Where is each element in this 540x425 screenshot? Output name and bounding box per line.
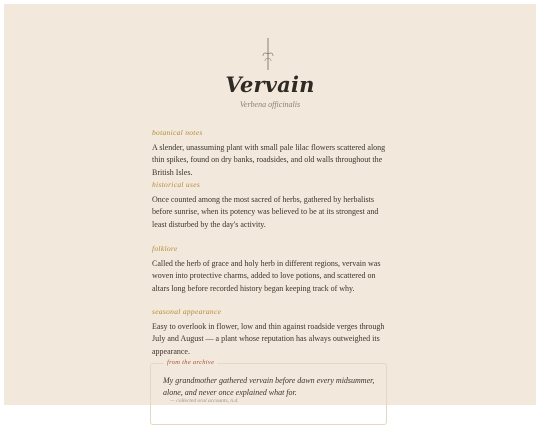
section-text: Easy to overlook in flower, low and thin against roadside verges through July and August — a plant whose reputation has always outweighed its appearance.	[152, 322, 385, 356]
section-seasonal-appearance	[152, 307, 392, 358]
archive-attribution: — collected oral accounts, n.d.	[170, 398, 239, 404]
section-botanical-notes	[152, 128, 392, 179]
page-title: Vervain	[225, 72, 315, 97]
section-label: historical uses	[152, 180, 201, 189]
section-label: seasonal appearance	[152, 307, 222, 316]
archive-quote: My grandmother gathered vervain before dawn every midsummer, alone, and never once explained what for.	[163, 376, 375, 398]
section-label: folklore	[152, 244, 178, 253]
section-text: Once counted among the most sacred of herbs, gathered by herbalists before sunrise, when its potency was believed to be at its strongest and least disturbed by the day's activity.	[152, 195, 379, 229]
section-text: A slender, unassuming plant with small pale lilac flowers scattered along thin spikes, found on dry banks, roadsides, and old walls throughout the British Isles.	[152, 143, 386, 177]
page-subtitle: Verbena officinalis	[239, 100, 301, 109]
section-historical-uses	[152, 180, 392, 231]
archive-label: from the archive	[164, 359, 217, 366]
section-label: botanical notes	[152, 128, 203, 137]
sprig-icon	[261, 38, 275, 70]
section-text: Called the herb of grace and holy herb in different regions, vervain was woven into protective charms, added to love potions, and scattered on altars long before recorded history began keeping track of why.	[152, 259, 381, 293]
section-folklore	[152, 244, 392, 295]
